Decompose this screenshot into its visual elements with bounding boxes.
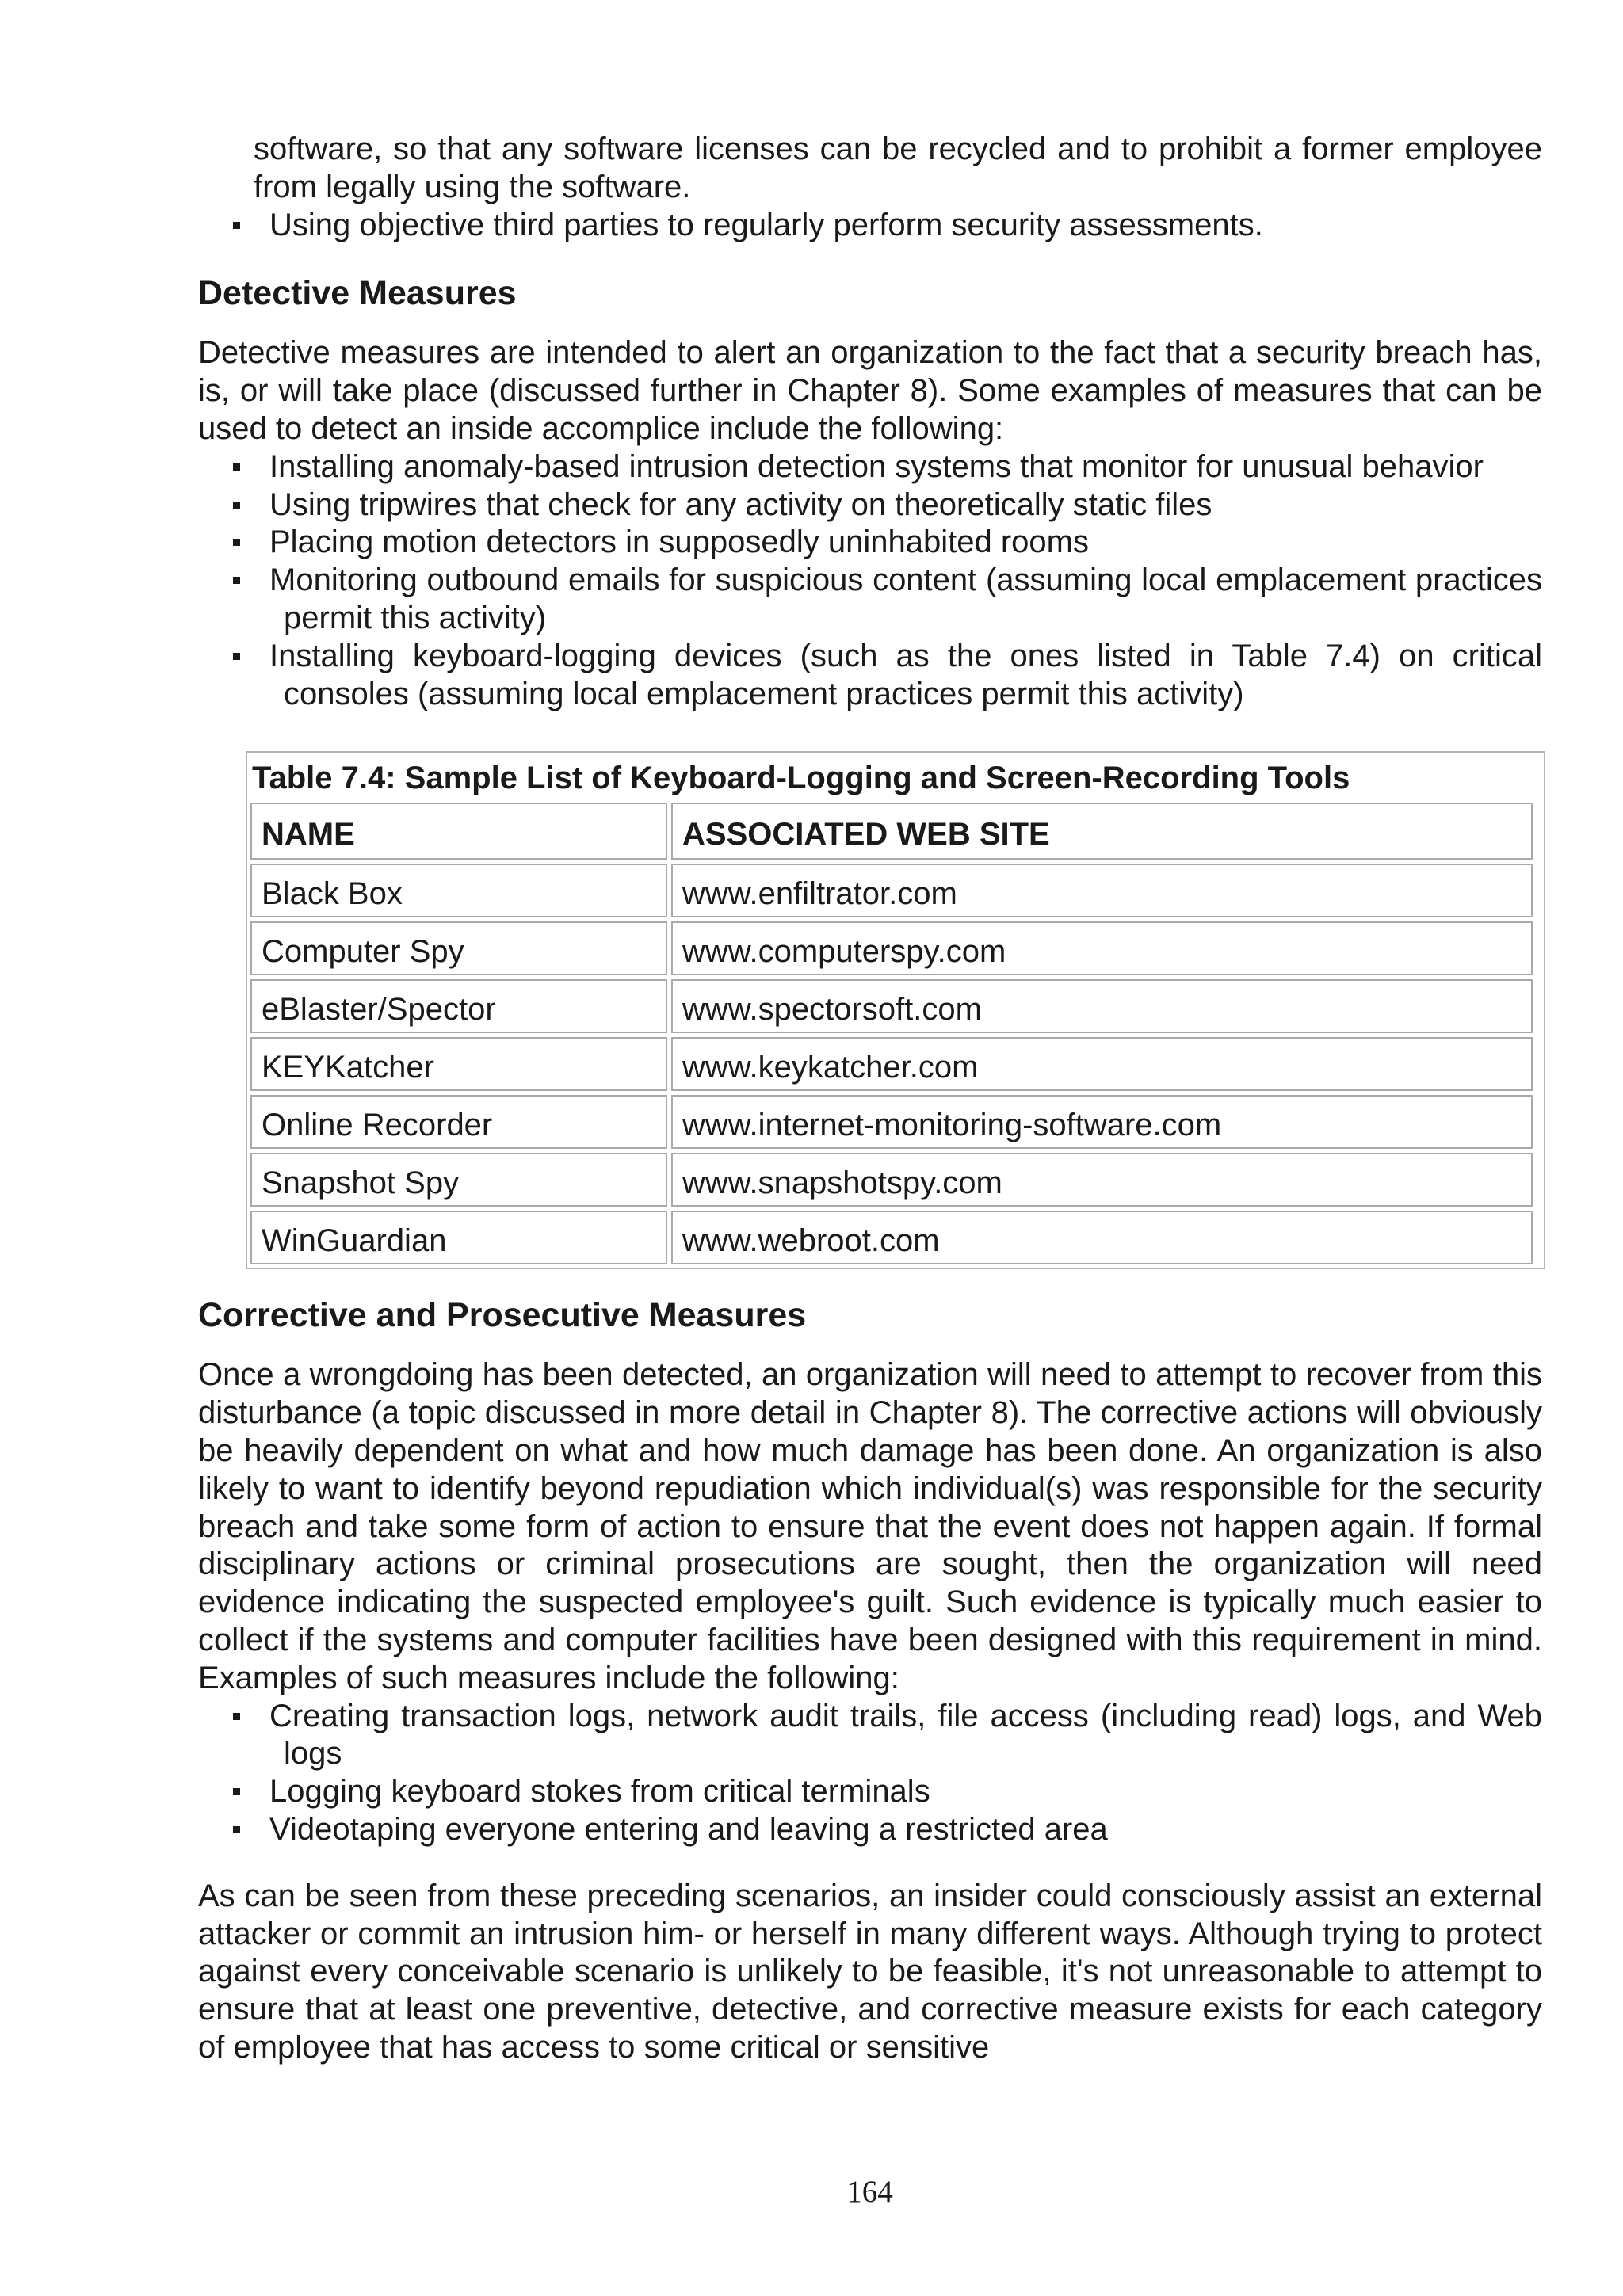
bullet-icon	[233, 1788, 240, 1795]
table-caption: Table 7.4: Sample List of Keyboard-Logging and Screen-Recording Tools	[252, 761, 1350, 796]
table-row	[250, 979, 1533, 1033]
list-item: Using objective third parties to regularly perform security assessments.	[198, 207, 1542, 245]
tool-name-cell: KEYKatcher	[250, 1037, 667, 1091]
tools-table	[246, 799, 1537, 1268]
bullet-icon	[233, 1826, 240, 1833]
bullet-icon	[233, 577, 240, 584]
tool-website-cell: www.spectorsoft.com	[671, 979, 1533, 1033]
bullet-icon	[233, 653, 240, 660]
tool-website-cell: www.webroot.com	[671, 1211, 1533, 1264]
section-heading-detective: Detective Measures	[198, 274, 517, 313]
page-content	[198, 131, 1542, 2067]
table-row	[250, 1037, 1533, 1091]
list-item: Monitoring outbound emails for suspicious content (assuming local emplacement practices permit this activity)	[198, 562, 1542, 638]
tool-name-cell: Black Box	[250, 864, 667, 917]
tool-website-cell: www.enfiltrator.com	[671, 864, 1533, 917]
tool-name-cell: WinGuardian	[250, 1211, 667, 1264]
column-header-name: NAME	[250, 803, 667, 860]
list-item: Creating transaction logs, network audit trails, file access (including read) logs, and Web logs	[198, 1698, 1542, 1774]
tool-website-cell: www.internet-monitoring-software.com	[671, 1095, 1533, 1149]
list-item: Logging keyboard stokes from critical terminals	[198, 1773, 1542, 1811]
closing-paragraph: As can be seen from these preceding scenarios, an insider could consciously assist an external attacker or commit an intrusion him- or herself in many different ways. Although trying to protect against every conceivable scenario is unlikely to be feasible, it's not unreasonable to attempt to ensure that at least one preventive, detective, and corrective measure exists for each category of employee that has access to some critical or sensitive	[198, 1878, 1542, 2065]
tool-name-cell: Snapshot Spy	[250, 1153, 667, 1207]
table-row	[250, 1211, 1533, 1264]
bullet-icon	[233, 463, 240, 471]
continued-list-item: software, so that any software licenses can be recycled and to prohibit a former employee from legally using the software.	[254, 132, 1542, 204]
page-number: 164	[846, 2175, 893, 2209]
tool-name-cell: Computer Spy	[250, 921, 667, 975]
bullet-icon	[233, 502, 240, 509]
tools-table-box	[246, 751, 1545, 1269]
list-item: Installing anomaly-based intrusion detection systems that monitor for unusual behavior	[198, 448, 1542, 486]
corrective-list	[198, 1698, 1542, 1849]
bullet-icon	[233, 1713, 240, 1720]
table-row	[250, 864, 1533, 917]
corrective-intro: Once a wrongdoing has been detected, an organization will need to attempt to recover from this disturbance (a topic discussed in more detail in Chapter 8). The corrective actions will obviously be heavily dependent on what and how much damage has been done. An organization is also likely to want to identify beyond repudiation which individual(s) was responsible for the security breach and take some form of action to ensure that the event does not happen again. If formal disciplinary actions or criminal prosecutions are sought, then the organization will need evidence indicating the suspected employee's guilt. Such evidence is typically much easier to collect if the systems and computer facilities have been designed with this requirement in mind. Examples of such measures include the following:	[198, 1357, 1542, 1695]
list-item: Using tripwires that check for any activity on theoretically static files	[198, 486, 1542, 524]
table-row	[250, 1095, 1533, 1149]
tool-website-cell: www.computerspy.com	[671, 921, 1533, 975]
bullet-icon	[233, 222, 240, 229]
table-row	[250, 921, 1533, 975]
tool-name-cell: eBlaster/Spector	[250, 979, 667, 1033]
bullet-icon	[233, 539, 240, 546]
list-item: Installing keyboard-logging devices (such as the ones listed in Table 7.4) on critical consoles (assuming local emplacement practices permit this activity)	[198, 638, 1542, 714]
table-row	[250, 1153, 1533, 1207]
table-header-row	[250, 803, 1533, 860]
detective-list	[198, 448, 1542, 714]
section-heading-corrective: Corrective and Prosecutive Measures	[198, 1296, 807, 1335]
detective-intro: Detective measures are intended to alert an organization to the fact that a security breach has, is, or will take place (discussed further in Chapter 8). Some examples of measures that can be used to detect an inside accomplice include the following:	[198, 335, 1542, 446]
tool-website-cell: www.snapshotspy.com	[671, 1153, 1533, 1207]
tool-website-cell: www.keykatcher.com	[671, 1037, 1533, 1091]
tool-name-cell: Online Recorder	[250, 1095, 667, 1149]
column-header-website: ASSOCIATED WEB SITE	[671, 803, 1533, 860]
list-item: Videotaping everyone entering and leaving a restricted area	[198, 1811, 1542, 1849]
preventive-list-end	[198, 207, 1542, 245]
list-item: Placing motion detectors in supposedly uninhabited rooms	[198, 524, 1542, 562]
